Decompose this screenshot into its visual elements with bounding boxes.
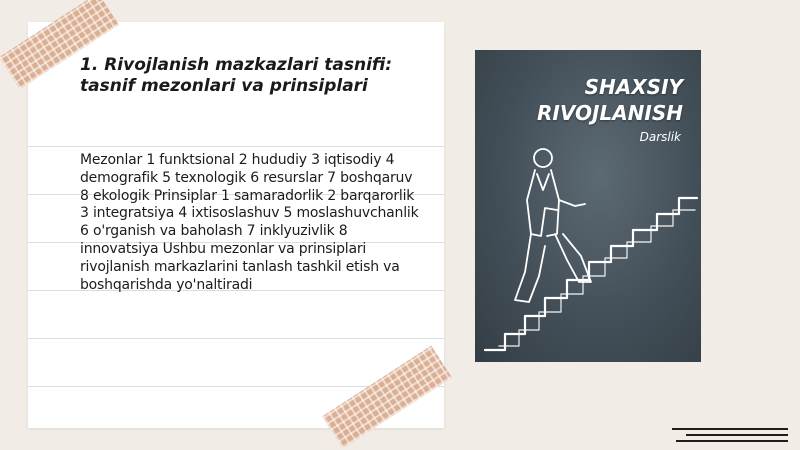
book-title-line-1: SHAXSIY bbox=[584, 75, 683, 99]
book-title-line-2: RIVOJLANISH bbox=[537, 101, 683, 125]
book-cover-image bbox=[475, 50, 701, 362]
decorative-line bbox=[676, 440, 788, 442]
book-title bbox=[537, 74, 683, 126]
section-title: 1. Rivojlanish mazkazlari tasnifi: tasnif mezonlari va prinsiplari bbox=[80, 55, 393, 96]
decorative-line bbox=[686, 434, 788, 436]
paper-rule bbox=[28, 338, 444, 339]
paper-rule bbox=[28, 146, 444, 147]
section-body: Mezonlar 1 funktsional 2 hududiy 3 iqtisodiy 4 demografik 5 texnologik 6 resurslar 7 boshqaruv 8 ekologik Prinsiplar 1 samaradorlik 2 barqarorlik 3 integratsiya 4 ixtisoslashuv 5 moslashuvchanlik 6 o'rganish va baholash 7 inklyuzivlik 8 innovatsiya Ushbu mezonlar va prinsiplari rivojlanish markazlarini tanlash tashkil etish va boshqarishda yo'naltiradi bbox=[80, 152, 419, 293]
book-subtitle: Darslik bbox=[639, 130, 681, 144]
decorative-line bbox=[672, 428, 788, 430]
staircase-icon bbox=[485, 198, 697, 350]
